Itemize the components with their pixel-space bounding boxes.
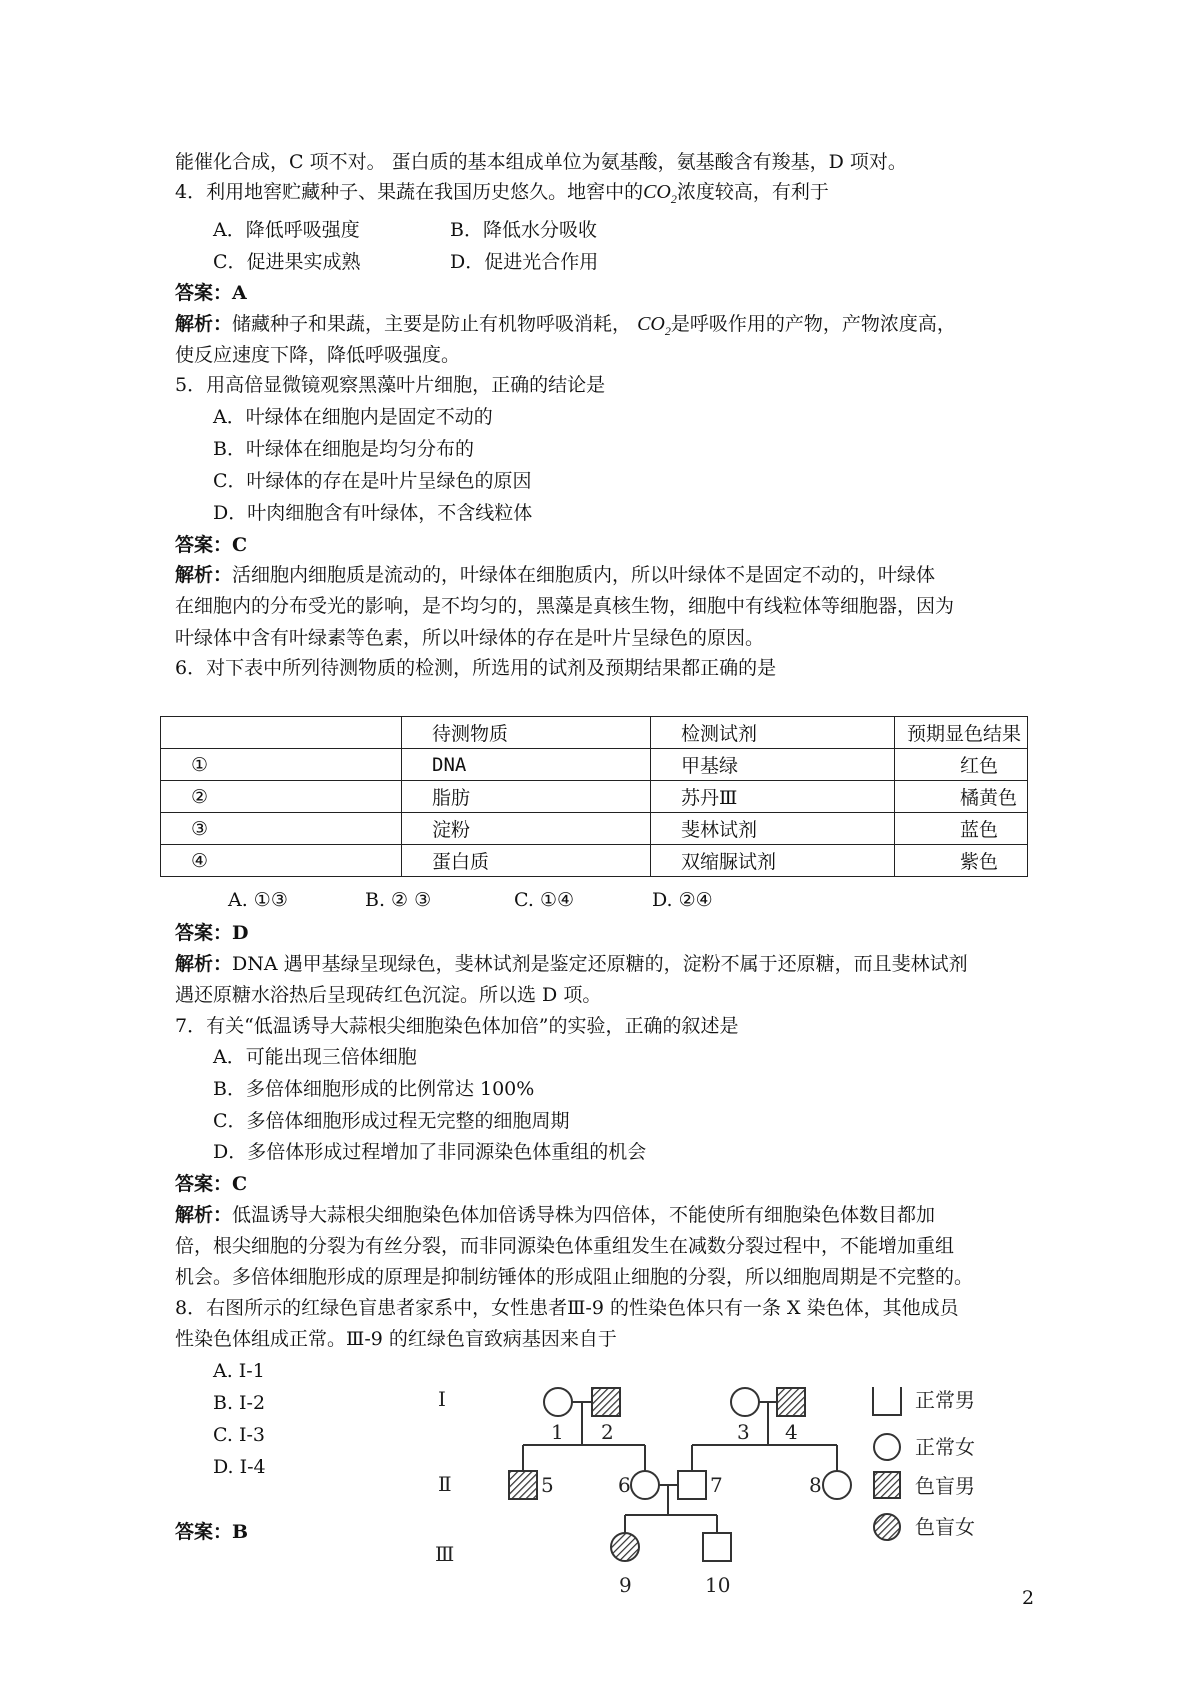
answer-value: C [232, 534, 248, 556]
generation-label: Ⅰ [438, 1387, 446, 1411]
option-c: C. ①④ [514, 889, 575, 911]
table-cell: 双缩脲试剂 [651, 845, 895, 877]
legend-label: 色盲女 [915, 1515, 975, 1539]
option-a: A．可能出现三倍体细胞 [213, 1046, 417, 1068]
answer-line [175, 1520, 248, 1544]
individual-number: 10 [705, 1573, 731, 1597]
option-d: D．多倍体形成过程增加了非同源染色体重组的机会 [213, 1141, 647, 1163]
table-cell: 脂肪 [402, 781, 651, 813]
table-cell: ② [161, 781, 402, 813]
table-cell: 苏丹Ⅲ [651, 781, 895, 813]
answer-value: A [232, 282, 247, 304]
table-cell: 橘黄色 [895, 781, 1028, 813]
analysis-text: 低温诱导大蒜根尖细胞染色体加倍诱导株为四倍体，不能使所有细胞染色体数目都加 [232, 1204, 936, 1226]
individual-number: 1 [551, 1420, 564, 1444]
option-d: D. ②④ [652, 889, 713, 911]
table-cell: 紫色 [895, 845, 1028, 877]
individual-number: 6 [618, 1473, 631, 1497]
option-d: D．促进光合作用 [450, 251, 599, 273]
individual-number: 3 [737, 1420, 750, 1444]
option-c: C．叶绿体的存在是叶片呈绿色的原因 [213, 470, 532, 492]
answer-value: C [232, 1173, 248, 1195]
table-row [161, 781, 1028, 813]
normal-male-symbol [703, 1533, 731, 1561]
answer-value: D [232, 922, 249, 944]
analysis-line: 机会。多倍体细胞形成的原理是抑制纺锤体的形成阻止细胞的分裂，所以细胞周期是不完整的。 [175, 1266, 974, 1288]
option-a: A．叶绿体在细胞内是固定不动的 [213, 406, 493, 428]
analysis-line [175, 563, 935, 587]
answer-value: B [232, 1521, 249, 1543]
question-text: 4．利用地窖贮藏种子、果蔬在我国历史悠久。地窖中的 [175, 181, 644, 203]
analysis-line [175, 952, 968, 976]
individual-number: 9 [619, 1573, 632, 1597]
table-cell: 蓝色 [895, 813, 1028, 845]
normal-female-symbol [823, 1471, 851, 1499]
answer-label: 答案： [175, 282, 233, 304]
individual-number: 4 [785, 1420, 798, 1444]
table-cell: DNA [402, 749, 651, 781]
table-row [161, 749, 1028, 781]
table-cell: ① [161, 749, 402, 781]
question-8: 8．右图所示的红绿色盲患者家系中，女性患者Ⅲ-9 的性染色体只有一条 X 染色体，其他成员 [175, 1297, 959, 1319]
table-header-cell: 检测试剂 [651, 717, 895, 749]
option-a: A. ①③ [228, 889, 288, 911]
normal-female-symbol [631, 1471, 659, 1499]
option-a: A．降低呼吸强度 [213, 219, 360, 241]
pedigree-diagram [435, 1375, 1025, 1615]
detection-table [160, 716, 1028, 877]
table-cell: 淀粉 [402, 813, 651, 845]
normal-female-legend-icon [874, 1434, 900, 1460]
individual-number: 5 [541, 1473, 554, 1497]
option-b: B. Ⅰ-2 [213, 1392, 266, 1414]
legend-label: 色盲男 [915, 1474, 975, 1498]
option-b: B. ② ③ [365, 889, 432, 911]
option-c: C．促进果实成熟 [213, 251, 361, 273]
formula-text: CO [637, 313, 665, 335]
analysis-line: 倍，根尖细胞的分裂为有丝分裂，而非同源染色体重组发生在减数分裂过程中，不能增加重组 [175, 1235, 955, 1257]
table-header-cell: 预期显色结果 [895, 717, 1028, 749]
colorblind-male-symbol [592, 1388, 620, 1416]
generation-label: Ⅲ [435, 1542, 455, 1566]
page-number: 2 [1022, 1587, 1035, 1609]
text-line: 能催化合成，C 项不对。 蛋白质的基本组成单位为氨基酸，氨基酸含有羧基，D 项对。 [175, 151, 907, 173]
answer-label: 答案： [175, 922, 233, 944]
analysis-line: 使反应速度下降，降低呼吸强度。 [175, 344, 461, 366]
option-b: B．多倍体细胞形成的比例常达 100% [213, 1078, 535, 1100]
co2-formula: $CO_2$ [643, 181, 677, 206]
colorblind-female-legend-icon [874, 1514, 900, 1540]
analysis-label: 解析： [175, 1204, 233, 1226]
generation-label: Ⅱ [438, 1472, 452, 1496]
colorblind-male-legend-icon [874, 1472, 900, 1498]
table-cell: 斐林试剂 [651, 813, 895, 845]
co2-formula: $CO_2$ [637, 313, 671, 338]
question-8-cont: 性染色体组成正常。Ⅲ-9 的红绿色盲致病基因来自于 [175, 1328, 617, 1350]
analysis-line: 遇还原糖水浴热后呈现砖红色沉淀。所以选 D 项。 [175, 984, 602, 1006]
table-cell: 甲基绿 [651, 749, 895, 781]
colorblind-male-symbol [777, 1388, 805, 1416]
option-a: A. Ⅰ-1 [213, 1360, 265, 1382]
answer-line [175, 921, 249, 945]
colorblind-male-symbol [509, 1471, 537, 1499]
question-5: 5．用高倍显微镜观察黑藻叶片细胞，正确的结论是 [175, 374, 606, 396]
answer-label: 答案： [175, 534, 233, 556]
option-c: C. Ⅰ-3 [213, 1424, 265, 1446]
table-row [161, 813, 1028, 845]
option-b: B．降低水分吸收 [450, 219, 597, 241]
answer-label: 答案： [175, 1521, 233, 1543]
analysis-line: 叶绿体中含有叶绿素等色素，所以叶绿体的存在是叶片呈绿色的原因。 [175, 627, 765, 649]
answer-line [175, 281, 247, 305]
option-c: C．多倍体细胞形成过程无完整的细胞周期 [213, 1110, 570, 1132]
analysis-line: 在细胞内的分布受光的影响，是不均匀的，黑藻是真核生物，细胞中有线粒体等细胞器，因为 [175, 595, 955, 617]
answer-line [175, 1172, 247, 1196]
answer-line [175, 533, 247, 557]
question-6: 6．对下表中所列待测物质的检测，所选用的试剂及预期结果都正确的是 [175, 657, 777, 679]
analysis-line [175, 1203, 935, 1227]
legend-label: 正常女 [915, 1435, 975, 1459]
table-cell: ③ [161, 813, 402, 845]
table-cell: 蛋白质 [402, 845, 651, 877]
legend-label: 正常男 [915, 1388, 975, 1412]
analysis-line [175, 312, 956, 343]
analysis-label: 解析： [175, 564, 233, 586]
normal-female-symbol [544, 1388, 572, 1416]
option-d: D. Ⅰ-4 [213, 1456, 266, 1478]
individual-number: 2 [601, 1420, 614, 1444]
analysis-text: 储藏种子和果蔬，主要是防止有机物呼吸消耗， [232, 313, 632, 335]
analysis-text: 活细胞内细胞质是流动的，叶绿体在细胞质内，所以叶绿体不是固定不动的，叶绿体 [232, 564, 936, 586]
table-header-row [161, 717, 1028, 749]
question-4 [175, 180, 829, 211]
individual-number: 8 [809, 1473, 822, 1497]
table-row [161, 845, 1028, 877]
answer-label: 答案： [175, 1173, 233, 1195]
analysis-text: 是呼吸作用的产物，产物浓度高， [670, 313, 956, 335]
analysis-text: DNA 遇甲基绿呈现绿色，斐林试剂是鉴定还原糖的，淀粉不属于还原糖，而且斐林试剂 [232, 953, 968, 975]
normal-male-symbol [678, 1471, 706, 1499]
table-header-cell [161, 717, 402, 749]
option-d: D．叶肉细胞含有叶绿体，不含线粒体 [213, 502, 533, 524]
individual-number: 7 [710, 1473, 723, 1497]
normal-male-legend-icon [873, 1387, 901, 1415]
colorblind-female-symbol [611, 1533, 639, 1561]
normal-female-symbol [731, 1388, 759, 1416]
option-b: B．叶绿体在细胞是均匀分布的 [213, 438, 474, 460]
table-header-cell: 待测物质 [402, 717, 651, 749]
analysis-label: 解析： [175, 313, 233, 335]
question-text: 浓度较高，有利于 [676, 181, 829, 203]
table-cell: ④ [161, 845, 402, 877]
analysis-label: 解析： [175, 953, 233, 975]
table-cell: 红色 [895, 749, 1028, 781]
question-7: 7．有关“低温诱导大蒜根尖细胞染色体加倍”的实验，正确的叙述是 [175, 1015, 739, 1037]
formula-text: CO [643, 181, 671, 203]
